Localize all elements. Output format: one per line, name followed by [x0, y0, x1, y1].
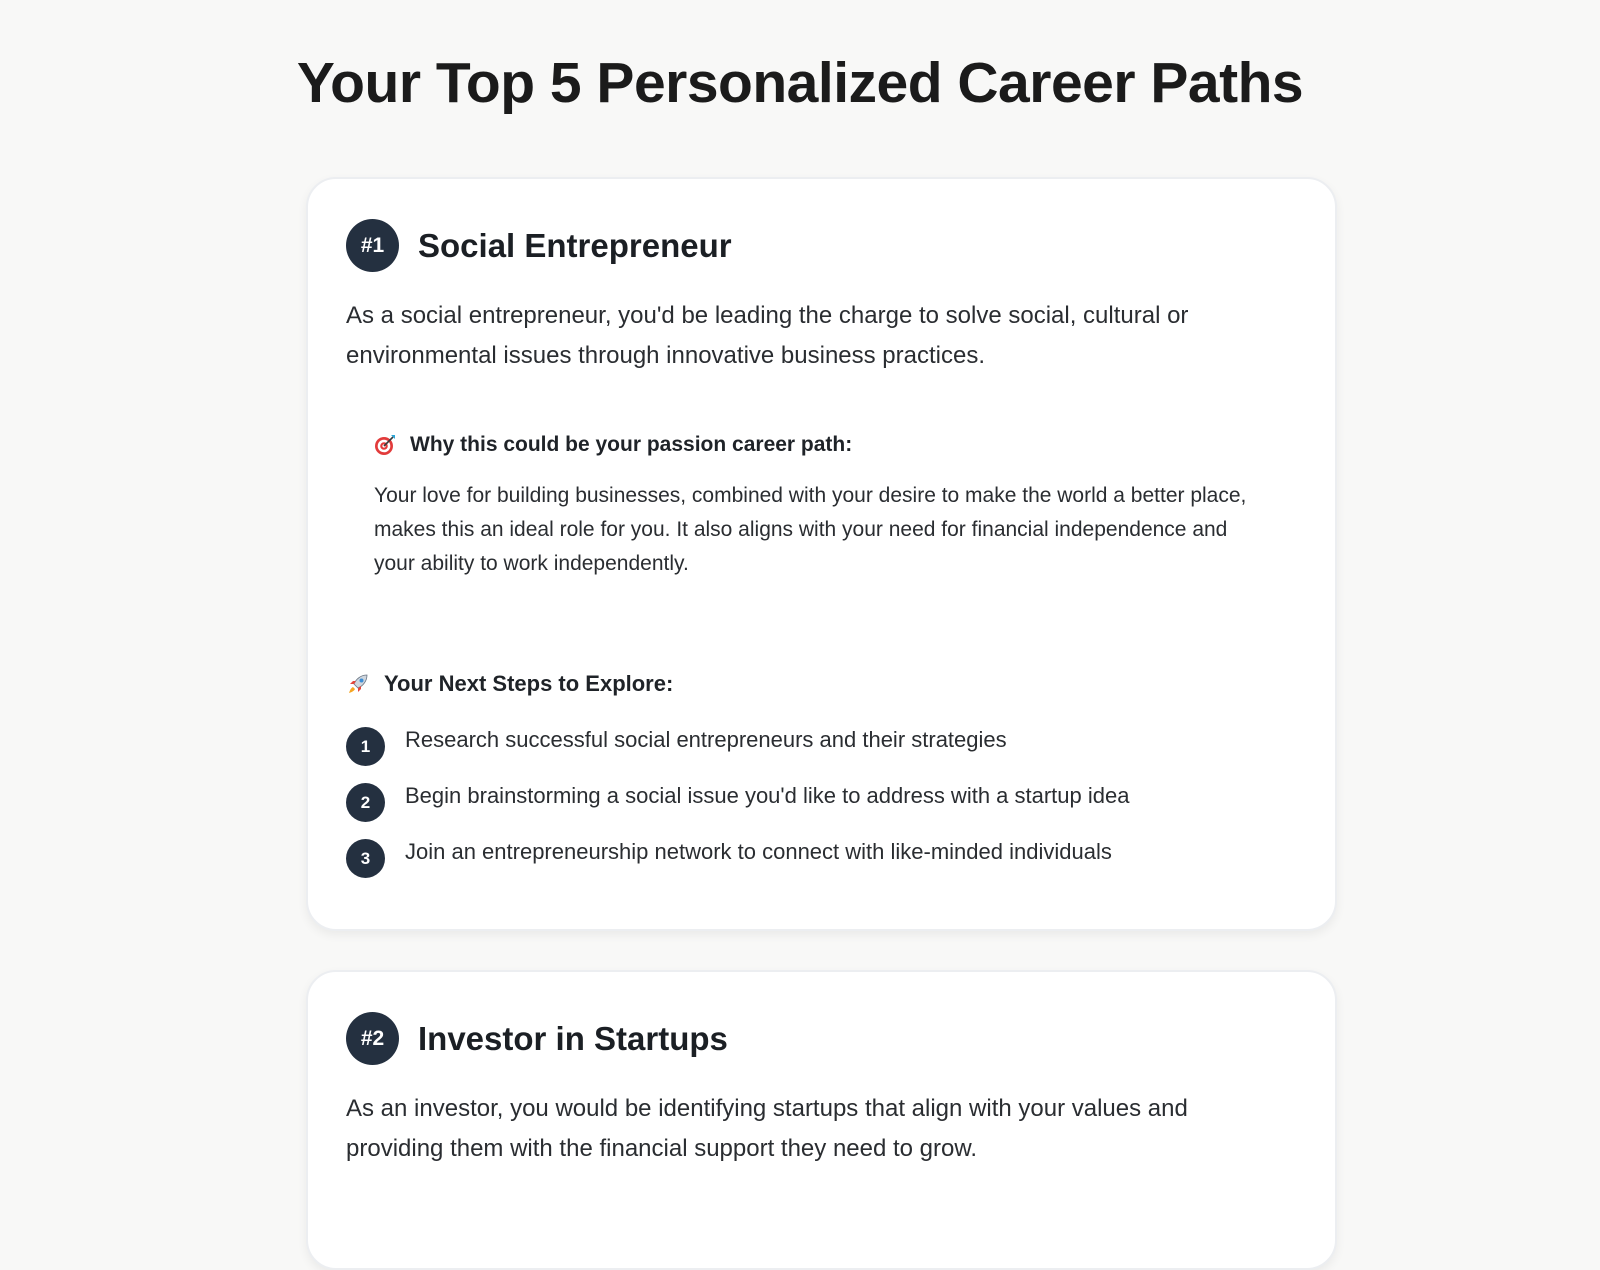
rank-badge: #2 [346, 1012, 399, 1065]
step-number: 1 [346, 727, 385, 766]
list-item [346, 781, 1296, 837]
list-item [346, 725, 1296, 781]
step-number: 3 [346, 839, 385, 878]
step-text: Research successful social entrepreneurs and their strategies [405, 727, 1007, 752]
list-item [346, 837, 1296, 893]
step-number: 2 [346, 783, 385, 822]
career-title: Investor in Startups [418, 1019, 728, 1057]
career-description: As an investor, you would be identifying startups that align with your values and providing them with the financial support they need to grow. [346, 1095, 1188, 1162]
why-heading-label: Why this could be your passion career path: [410, 433, 853, 456]
why-section [374, 433, 1274, 581]
next-steps-heading-label: Your Next Steps to Explore: [384, 671, 674, 696]
next-steps-heading [346, 671, 1296, 697]
why-heading [374, 433, 1274, 457]
page-title: Your Top 5 Personalized Career Paths [296, 51, 1304, 115]
career-title: Social Entrepreneur [418, 226, 732, 264]
next-steps-section [346, 671, 1296, 893]
career-card-2 [306, 970, 1337, 1270]
target-icon [374, 434, 396, 456]
career-card-1 [306, 177, 1337, 931]
career-card-header [346, 219, 732, 272]
rank-badge: #1 [346, 219, 399, 272]
career-description: As a social entrepreneur, you'd be leading the charge to solve social, cultural or environmental issues through innovative business practices. [346, 302, 1189, 369]
next-steps-list [346, 725, 1296, 893]
step-text: Join an entrepreneurship network to connect with like-minded individuals [405, 839, 1112, 864]
step-text: Begin brainstorming a social issue you'd like to address with a startup idea [405, 783, 1130, 808]
rocket-icon [346, 672, 370, 696]
career-card-header [346, 1012, 728, 1065]
why-text: Your love for building businesses, combined with your desire to make the world a better place, makes this an ideal role for you. It also aligns with your need for financial independence and your ability to work independently. [374, 484, 1247, 575]
